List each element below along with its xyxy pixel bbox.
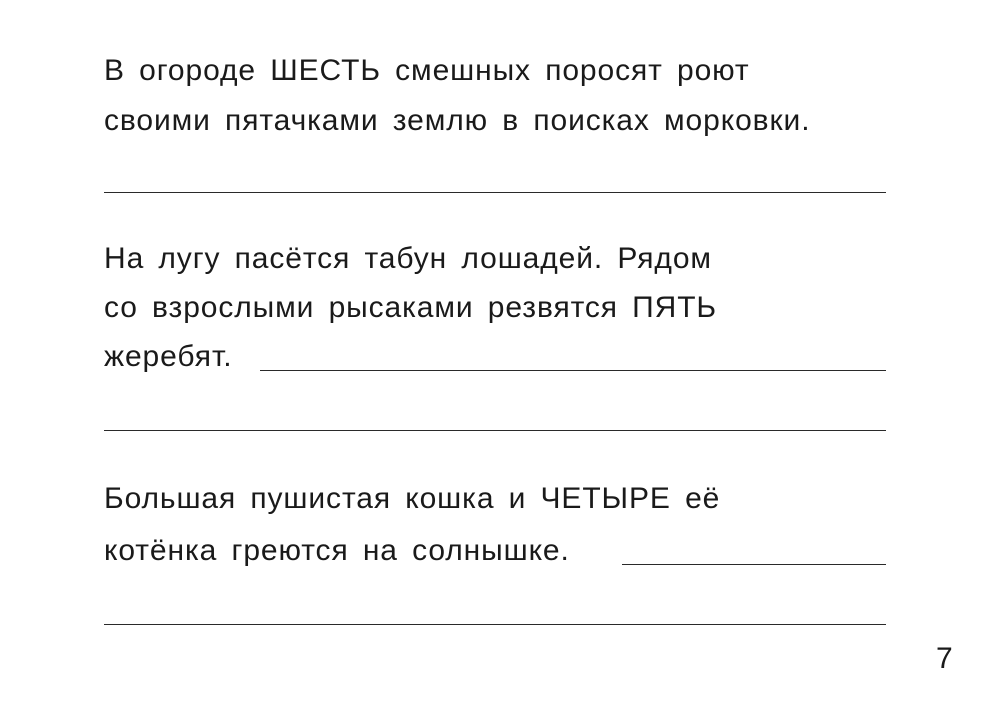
task-1-line-1: В огороде ШЕСТЬ смешных поросят роют xyxy=(104,54,750,87)
task-2-line-2: со взрослыми рысаками резвятся ПЯТЬ xyxy=(104,291,718,324)
page-number: 7 xyxy=(936,642,953,675)
answer-line-2a[interactable] xyxy=(260,370,886,371)
answer-line-3b[interactable] xyxy=(104,624,886,625)
answer-line-1[interactable] xyxy=(104,192,886,193)
task-3-line-2: котёнка греются на солнышке. xyxy=(104,534,570,567)
task-1-line-2: своими пятачками землю в поисках морковки. xyxy=(104,104,811,137)
task-3-line-1: Большая пушистая кошка и ЧЕТЫРЕ её xyxy=(104,482,721,515)
task-2-line-3: жеребят. xyxy=(104,340,233,373)
answer-line-3a[interactable] xyxy=(622,564,886,565)
answer-line-2b[interactable] xyxy=(104,430,886,431)
task-2-line-1: На лугу пасётся табун лошадей. Рядом xyxy=(104,242,712,275)
